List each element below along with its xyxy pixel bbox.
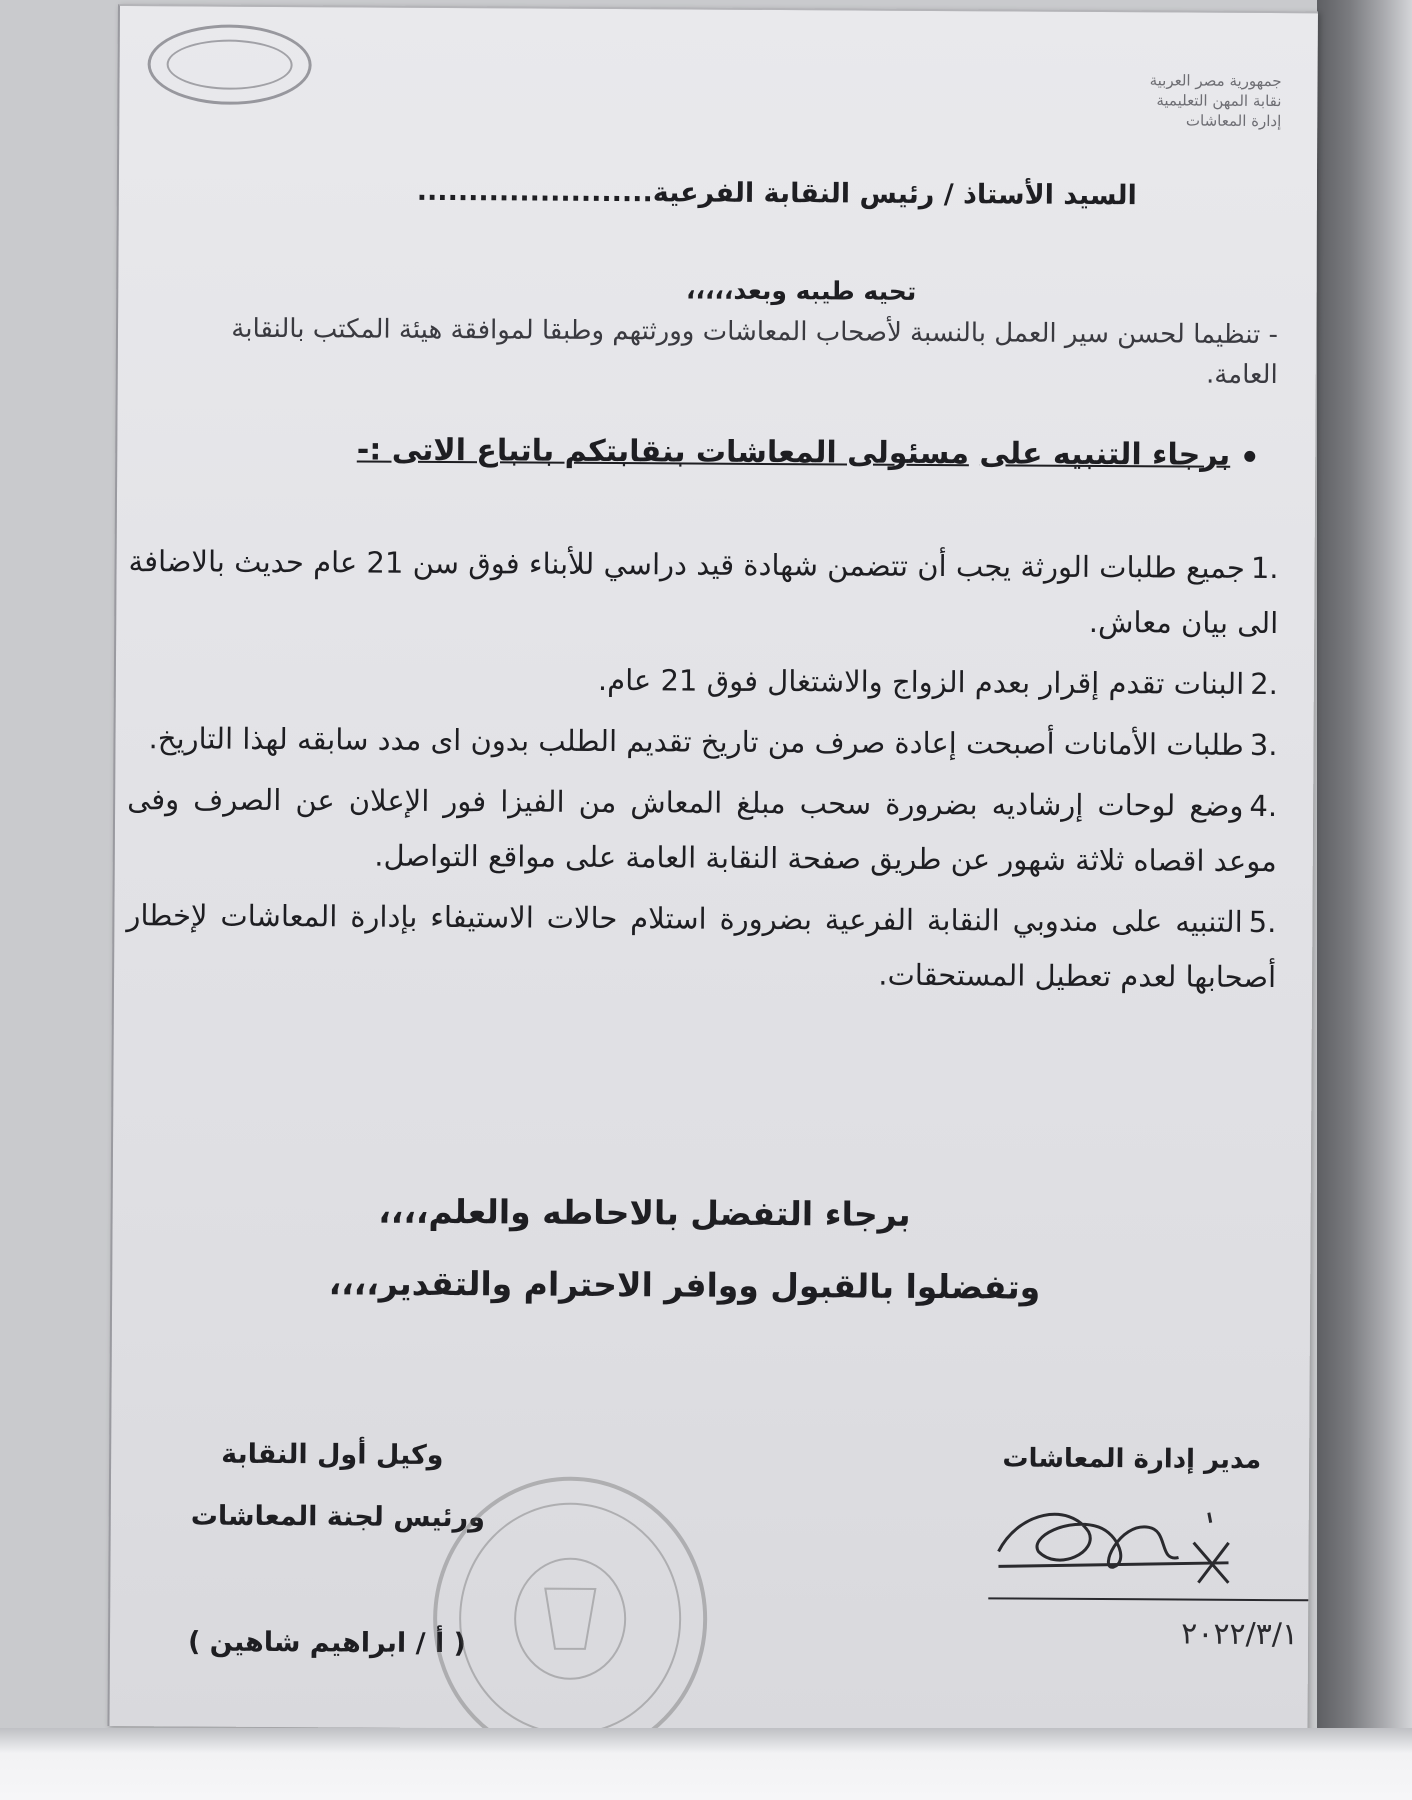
handwritten-signature xyxy=(978,1481,1249,1603)
left-signatory-subtitle: ورئيس لجنة المعاشات xyxy=(190,1500,485,1534)
heading-part-1: برجاء التنبيه على xyxy=(979,436,1231,473)
letterhead-union: نقابة المهن التعليمية xyxy=(1156,91,1282,111)
closing-line-1: برجاء التفضل بالاحاطه والعلم،،،، xyxy=(378,1191,911,1234)
official-seal xyxy=(419,1468,721,1770)
table-surface xyxy=(1317,0,1412,1800)
greeting: تحيه طيبه وبعد،،،،، xyxy=(685,275,917,306)
list-item: 2.البنات تقدم إقرار بعدم الزواج والاشتغال فوق 21 عام. xyxy=(597,662,1278,702)
document-date: ٢٠٢٢/٣/١ xyxy=(1181,1616,1299,1653)
right-signatory-title: مدير إدارة المعاشات xyxy=(1002,1443,1262,1476)
date-underline xyxy=(988,1597,1308,1605)
instructions-list xyxy=(126,534,1279,1011)
page-background-bottom xyxy=(0,1728,1412,1800)
intro-paragraph: - تنظيما لحسن سير العمل بالنسبة لأصحاب المعاشات وورثتهم وطبقا لموافقة هيئة المكتب بالنقابة العامة. xyxy=(231,313,1279,391)
left-signatory-name: ( أ / ابراهيم شاهين ) xyxy=(187,1626,466,1660)
list-item: 5.التنبيه على مندوبي النقابة الفرعية بضرورة استلام حالات الاستيفاء بإدارة المعاشات لإخطار أصحابها لعدم تعطيل المستحقات. xyxy=(126,898,1277,995)
letterhead-country: جمهورية مصر العربية xyxy=(1149,71,1282,91)
letterhead xyxy=(1149,70,1281,131)
document-page xyxy=(107,4,1317,1733)
list-item: 4.وضع لوحات إرشاديه بضرورة سحب مبلغ المعاش من الفيزا فور الإعلان عن الصرف وفى موعد اقصاه ثلاثة شهور عن طريق صفحة النقابة العامة على مواقع التواصل. xyxy=(127,782,1278,879)
addressee-line: السيد الأستاذ / رئيس النقابة الفرعية....................... xyxy=(416,175,1137,212)
heading-part-2: مسئولى المعاشات بنقابتكم باتباع الاتى :- xyxy=(356,432,970,472)
letterhead-department: إدارة المعاشات xyxy=(1185,111,1282,131)
list-item: 3.طلبات الأمانات أصبحت إعادة صرف من تاريخ تقديم الطلب بدون اى مدد سابقه لهذا التاريخ. xyxy=(148,721,1278,763)
closing-line-2: وتفضلوا بالقبول ووافر الاحترام والتقدير،،،، xyxy=(328,1263,1041,1307)
letterhead-logo-stamp xyxy=(147,24,311,105)
list-item: 1.جميع طلبات الورثة يجب أن تتضمن شهادة قيد دراسي للأبناء فوق سن 21 عام حديث بالاضافة الى بيان معاش. xyxy=(128,544,1279,641)
instruction-heading xyxy=(355,427,1255,478)
bullet-icon xyxy=(1244,451,1255,462)
left-signatory-title: وكيل أول النقابة xyxy=(221,1438,444,1472)
